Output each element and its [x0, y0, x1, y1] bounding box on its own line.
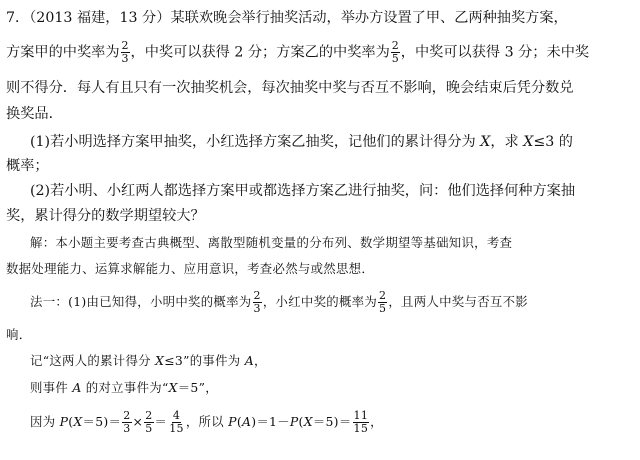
fraction-denominator: 3 [123, 422, 131, 435]
variable-x: X [480, 134, 491, 150]
solution-text: 法一：(1)由已知得，小明中奖的概率为 [30, 294, 252, 309]
method-1-line-2: 响． [6, 327, 32, 342]
variable-x: X [155, 353, 165, 368]
variable-x: X [303, 414, 313, 429]
fraction-eleven-fifteenths [353, 410, 370, 435]
fraction-numerator: 11 [353, 409, 369, 422]
problem-text: ，中奖可以获得 3 分；未中奖 [400, 44, 590, 61]
solution-text: 因为 [30, 414, 60, 429]
fraction-hong [378, 290, 387, 315]
solution-text: ， [370, 414, 383, 429]
question-2-line-1: (2)若小明、小红两人都选择方案甲或都选择方案乙进行抽奖，问：他们选择何种方案抽 [30, 183, 576, 199]
solution-text: 的对立事件为“ [81, 380, 169, 395]
equals-sign: ＝ [154, 414, 168, 429]
solution-text: ( [68, 414, 74, 429]
solution-text: ＝5)＝ [82, 414, 122, 429]
fraction-denominator: 15 [353, 422, 369, 435]
event-line-2 [30, 378, 218, 398]
solution-text: ( [236, 414, 242, 429]
solution-text: ，且两人中奖与否互不影 [388, 294, 528, 309]
method-1-line-1 [30, 290, 528, 315]
fraction-ming [253, 290, 262, 315]
problem-line-1 [6, 8, 568, 28]
question-2-line-2: 奖，累计得分的数学期望较大？ [6, 208, 205, 224]
fraction-numerator: 2 [145, 409, 153, 422]
fraction-numerator: 2 [123, 409, 131, 422]
solution-text: ＝5)＝ [312, 414, 352, 429]
fraction-denominator: 5 [391, 52, 399, 65]
event-a: A [244, 353, 254, 368]
question-1-line-1 [30, 132, 573, 152]
solution-text: ≤3”的事件为 [164, 353, 245, 368]
event-a: A [72, 380, 82, 395]
problem-number: 7． [6, 10, 30, 26]
fraction-denominator: 15 [169, 422, 184, 435]
computation-line [30, 410, 383, 435]
probability-p: P [289, 414, 299, 429]
problem-text: 方案甲的中奖率为 [6, 44, 120, 61]
variable-x: X [523, 134, 534, 150]
question-text: (1)若小明选择方案甲抽奖，小红选择方案乙抽奖，记他们的累计得分为 [30, 134, 481, 150]
problem-line-2 [6, 40, 589, 65]
solution-text: 则事件 [30, 380, 73, 395]
solution-text: 记“这两人的累计得分 [30, 353, 156, 368]
fraction-numerator: 2 [391, 39, 399, 52]
fraction-four-fifteenths [168, 410, 185, 435]
problem-line-4: 换奖品． [6, 106, 63, 122]
fraction-denominator: 3 [253, 302, 261, 315]
problem-source: （2013 福建，13 分） [29, 10, 171, 26]
fraction-numerator: 2 [121, 39, 129, 52]
probability-p: P [228, 414, 237, 429]
fraction-two-thirds [122, 410, 131, 435]
fraction-denominator: 3 [121, 52, 129, 65]
solution-line-1: 解：本小题主要考查古典概型、离散型随机变量的分布列、数学期望等基础知识，考查 [30, 235, 513, 250]
question-text: ≤3 的 [533, 134, 573, 150]
solution-text: ，所以 [185, 414, 229, 429]
fraction-plan-a [121, 40, 130, 65]
solution-text: ，小红中奖的概率为 [262, 294, 378, 309]
solution-text: )＝1－ [251, 414, 290, 429]
solution-line-2: 数据处理能力、运算求解能力、应用意识，考查必然与或然思想． [6, 261, 375, 276]
event-line-1 [30, 351, 267, 371]
variable-x: X [73, 414, 83, 429]
event-a: A [241, 414, 252, 429]
question-1-line-2: 概率； [6, 158, 49, 174]
problem-text: 某联欢晚会举行抽奖活动，举办方设置了甲、乙两种抽奖方案， [170, 10, 568, 26]
fraction-numerator: 2 [379, 289, 387, 302]
question-text: ，求 [490, 134, 524, 150]
fraction-numerator: 4 [172, 409, 181, 422]
solution-text: ， [253, 353, 267, 368]
problem-line-3: 则不得分．每人有且只有一次抽奖机会，每次抽奖中奖与否互不影响，晚会结束后凭分数兑 [6, 80, 574, 96]
fraction-plan-b [391, 40, 400, 65]
solution-text: ( [298, 414, 304, 429]
fraction-denominator: 5 [379, 302, 387, 315]
fraction-numerator: 2 [253, 289, 261, 302]
fraction-two-fifths [144, 410, 153, 435]
probability-p: P [59, 414, 69, 429]
solution-text: ＝5”， [177, 380, 218, 395]
fraction-denominator: 5 [145, 422, 153, 435]
problem-text: ，中奖可以获得 2 分；方案乙的中奖率为 [130, 44, 390, 61]
variable-x: X [168, 380, 178, 395]
times-sign: × [132, 414, 144, 429]
